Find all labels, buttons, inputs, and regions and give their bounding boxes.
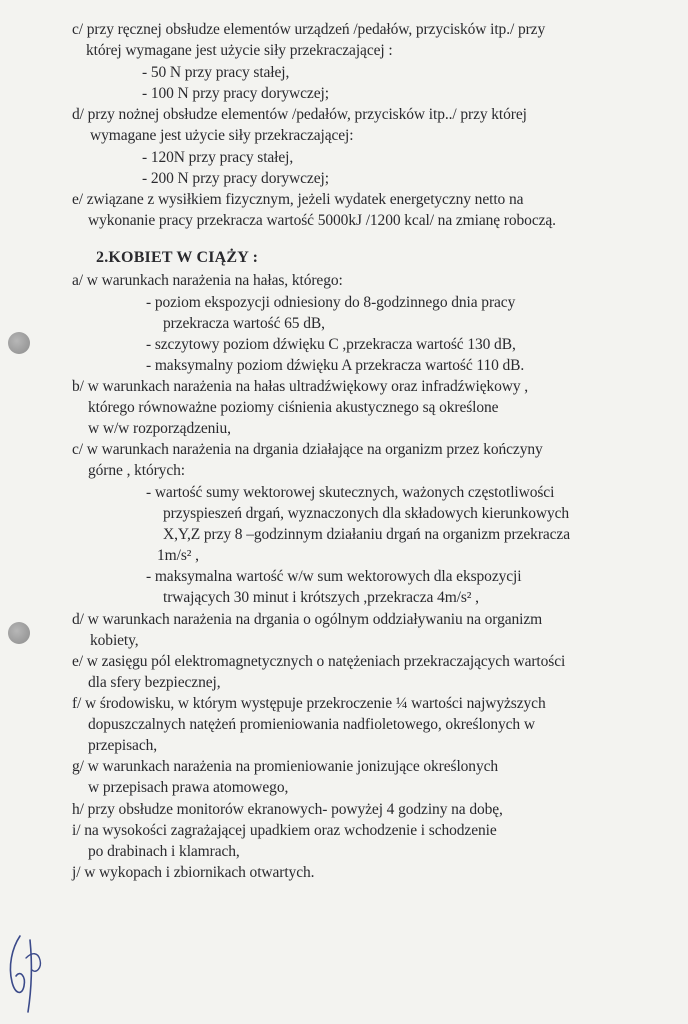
text-line: przepisach, bbox=[88, 737, 158, 754]
text-line: a/ w warunkach narażenia na hałas, którego: bbox=[72, 272, 343, 289]
text-line: którego równoważne poziomy ciśnienia akustycznego są określone bbox=[88, 399, 499, 416]
text-line: j/ w wykopach i zbiornikach otwartych. bbox=[72, 864, 315, 881]
text-line: X,Y,Z przy 8 –godzinnym działaniu drgań na organizm przekracza bbox=[163, 526, 570, 543]
text-line: c/ w warunkach narażenia na drgania działające na organizm przez kończyny bbox=[72, 441, 543, 458]
list-item: - wartość sumy wektorowej skutecznych, ważonych częstotliwości bbox=[146, 484, 555, 501]
punch-hole-bottom bbox=[8, 622, 30, 644]
text-line: i/ na wysokości zagrażającej upadkiem oraz wchodzenie i schodzenie bbox=[72, 822, 497, 839]
text-line: po drabinach i klamrach, bbox=[88, 843, 240, 860]
text-line: c/ przy ręcznej obsłudze elementów urządzeń /pedałów, przycisków itp./ przy bbox=[72, 21, 546, 38]
text-line: dla sfery bezpiecznej, bbox=[88, 674, 221, 691]
list-item: - szczytowy poziom dźwięku C ,przekracza wartość 130 dB, bbox=[146, 336, 516, 353]
text-line: d/ przy nożnej obsłudze elementów /pedałów, przycisków itp../ przy której bbox=[72, 106, 527, 123]
list-item: - poziom ekspozycji odniesiony do 8-godzinnego dnia pracy bbox=[146, 294, 516, 311]
text-line: przyspieszeń drgań, wyznaczonych dla składowych kierunkowych bbox=[163, 505, 570, 522]
text-line: trwających 30 minut i krótszych ,przekracza 4m/s² , bbox=[163, 589, 479, 606]
list-item: - 100 N przy pracy dorywczej; bbox=[142, 85, 329, 102]
text-line: kobiety, bbox=[90, 632, 139, 649]
text-line: przekracza wartość 65 dB, bbox=[163, 315, 325, 332]
text-line: w przepisach prawa atomowego, bbox=[88, 779, 289, 796]
text-line: w w/w rozporządzeniu, bbox=[88, 420, 231, 437]
text-line: dopuszczalnych natężeń promieniowania nadfioletowego, określonych w bbox=[88, 716, 535, 733]
list-item: - maksymalny poziom dźwięku A przekracza wartość 110 dB. bbox=[146, 357, 525, 374]
text-line: 1m/s² , bbox=[157, 547, 199, 564]
text-line: f/ w środowisku, w którym występuje przekroczenie ¼ wartości najwyższych bbox=[72, 695, 546, 712]
section-heading: 2.KOBIET W CIĄŻY : bbox=[96, 249, 259, 266]
list-item: - 50 N przy pracy stałej, bbox=[142, 64, 290, 81]
text-line: b/ w warunkach narażenia na hałas ultradźwiękowy oraz infradźwiękowy , bbox=[72, 378, 529, 395]
list-item: - 120N przy pracy stałej, bbox=[142, 149, 294, 166]
list-item: - maksymalna wartość w/w sum wektorowych dla ekspozycji bbox=[146, 568, 522, 585]
text-line: wykonanie pracy przekracza wartość 5000kJ /1200 kcal/ na zmianę roboczą. bbox=[88, 212, 556, 229]
text-line: której wymagane jest użycie siły przekraczającej : bbox=[86, 42, 393, 59]
punch-hole-top bbox=[8, 332, 30, 354]
text-line: h/ przy obsłudze monitorów ekranowych- powyżej 4 godziny na dobę, bbox=[72, 801, 503, 818]
text-line: d/ w warunkach narażenia na drgania o ogólnym oddziaływaniu na organizm bbox=[72, 611, 543, 628]
signature-mark bbox=[2, 930, 48, 1016]
text-line: g/ w warunkach narażenia na promieniowanie jonizujące określonych bbox=[72, 758, 499, 775]
text-line: wymagane jest użycie siły przekraczającej: bbox=[90, 127, 354, 144]
text-line: górne , których: bbox=[88, 462, 185, 479]
text-line: e/ w zasięgu pól elektromagnetycznych o natężeniach przekraczających wartości bbox=[72, 653, 566, 670]
text-line: e/ związane z wysiłkiem fizycznym, jeżeli wydatek energetyczny netto na bbox=[72, 191, 524, 208]
list-item: - 200 N przy pracy dorywczej; bbox=[142, 170, 329, 187]
